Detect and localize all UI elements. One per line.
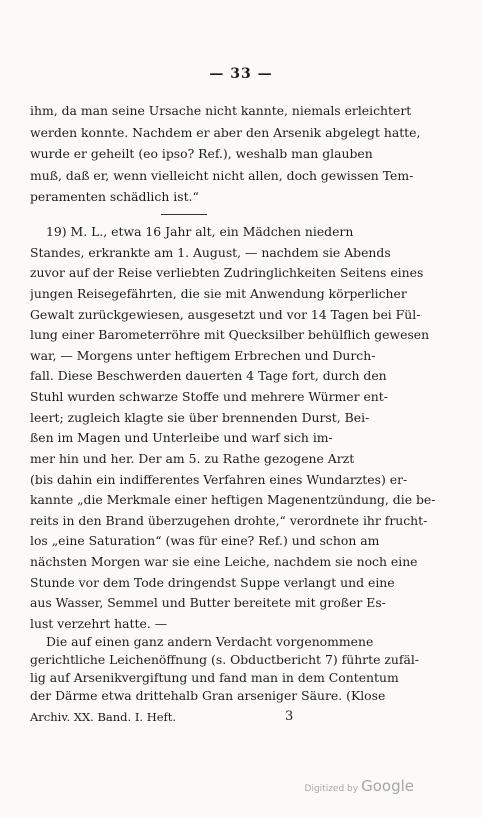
text-line: Stunde vor dem Tode dringendst Suppe verlangt und eine bbox=[30, 575, 395, 590]
text-line: reits in den Brand überzugehen drohte,“ verordnete ihr frucht- bbox=[30, 513, 428, 528]
text-line: der Därme etwa drittehalb Gran arseniger Säure. (Klose bbox=[30, 688, 386, 703]
text-line: fall. Diese Beschwerden dauerten 4 Tage fort, durch den bbox=[30, 368, 387, 383]
page-footer bbox=[30, 708, 456, 726]
text-line: war, — Morgens unter heftigem Erbrechen und Durch- bbox=[30, 348, 376, 363]
text-line: ihm, da man seine Ursache nicht kannte, niemals erleichtert bbox=[30, 103, 412, 118]
text-line: 19) M. L., etwa 16 Jahr alt, ein Mädchen niedern bbox=[46, 224, 354, 239]
section-divider bbox=[161, 214, 207, 215]
text-line: los „eine Saturation“ (was für eine? Ref.) und schon am bbox=[30, 533, 380, 548]
text-line: aus Wasser, Semmel und Butter bereitete mit großer Es- bbox=[30, 595, 386, 610]
text-line: leert; zugleich klagte sie über brennenden Durst, Bei- bbox=[30, 410, 370, 425]
watermark-small-text: Digitized by bbox=[304, 784, 359, 794]
text-line: muß, daß er, wenn vielleicht nicht allen, doch gewissen Tem- bbox=[30, 168, 414, 183]
text-line: ßen im Magen und Unterleibe und warf sich im- bbox=[30, 430, 333, 445]
text-line: zuvor auf der Reise verliebten Zudringlichkeiten Seitens eines bbox=[30, 265, 424, 280]
text-line: lung einer Barometerröhre mit Quecksilber behülflich gewesen bbox=[30, 327, 430, 342]
text-line: wurde er geheilt (eo ipso? Ref.), weshalb man glauben bbox=[30, 146, 373, 161]
digitized-watermark bbox=[305, 776, 414, 795]
text-line: Gewalt zurückgewiesen, ausgesetzt und vor 14 Tagen bei Fül- bbox=[30, 307, 421, 322]
text-line: Standes, erkrankte am 1. August, — nachdem sie Abends bbox=[30, 245, 391, 260]
text-line: Stuhl wurden schwarze Stoffe und mehrere Würmer ent- bbox=[30, 389, 388, 404]
text-line: werden konnte. Nachdem er aber den Arsenik abgelegt hatte, bbox=[30, 125, 421, 140]
text-line: gerichtliche Leichenöffnung (s. Obductbericht 7) führte zufäl- bbox=[30, 652, 419, 667]
text-line: (bis dahin ein indifferentes Verfahren eines Wundarztes) er- bbox=[30, 472, 408, 487]
text-line: mer hin und her. Der am 5. zu Rathe gezogene Arzt bbox=[30, 451, 355, 466]
text-line: kannte „die Merkmale einer heftigen Magenentzündung, die be- bbox=[30, 492, 436, 507]
journal-reference: Archiv. XX. Band. I. Heft. bbox=[30, 710, 177, 724]
text-line: lust verzehrt hatte. — bbox=[30, 616, 168, 631]
text-line: nächsten Morgen war sie eine Leiche, nachdem sie noch eine bbox=[30, 554, 418, 569]
page-number: — 33 — bbox=[209, 66, 273, 82]
signature-mark: 3 bbox=[285, 709, 294, 724]
text-line: jungen Reisegefährten, die sie mit Anwendung körperlicher bbox=[30, 286, 407, 301]
text-line: lig auf Arsenikvergiftung und fand man in dem Contentum bbox=[30, 670, 399, 685]
watermark-logo: Google bbox=[361, 777, 414, 795]
text-line: peramenten schädlich ist.“ bbox=[30, 189, 199, 204]
text-line: Die auf einen ganz andern Verdacht vorgenommene bbox=[46, 634, 374, 649]
